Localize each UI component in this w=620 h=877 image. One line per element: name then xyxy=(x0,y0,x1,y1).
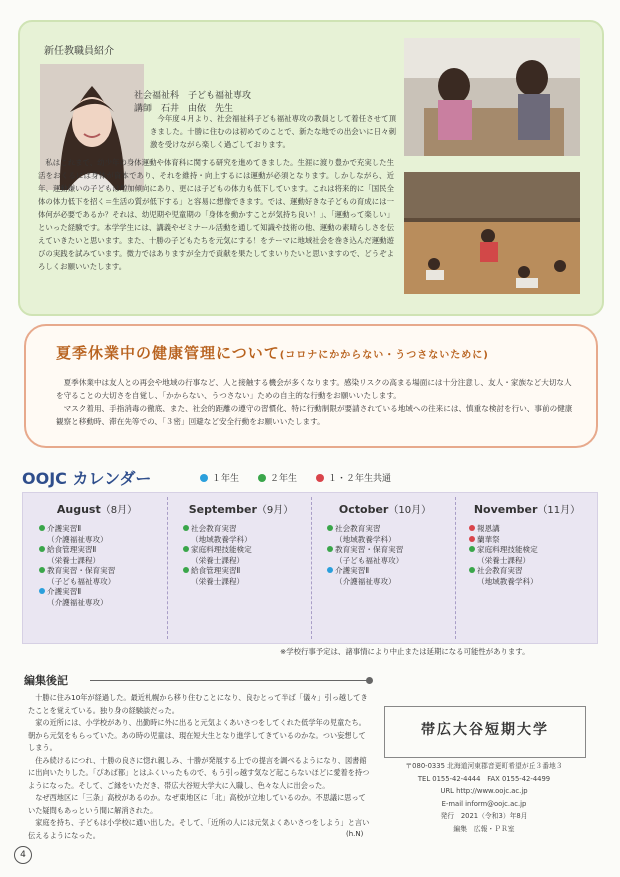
event-text: （子ども福祉専攻） xyxy=(335,555,404,565)
teacher-intro-section xyxy=(18,20,604,316)
calendar-event xyxy=(327,524,455,535)
gym-photo xyxy=(404,172,580,294)
event-text: （栄養士課程） xyxy=(191,576,245,586)
event-text: （介護福祉専攻） xyxy=(335,576,396,586)
month-jp: （9月） xyxy=(256,505,294,516)
editorial-paragraph: 家の近所には、小学校があり、出勤時に外に出ると元気よくあいさつをしてくれた低学年の児童たち。朝から元気をもらっていた。あの時の児童は、現在短大生となり進学してきているのかな。つい妄想してしまう。 xyxy=(28,718,366,752)
event-text: 家庭料理技能検定 xyxy=(191,545,252,554)
month-header xyxy=(457,501,597,516)
calendar-event xyxy=(39,556,167,567)
editorial-paragraph: 住み続けるにつれ、十勝の良さに惚れ親しみ、十勝が発展する上での提言を調べるようになり、図書館に出向いたりした。「ぴあぱ都」とはふくいったもので、もう引っ越す気など起こらないほどに愛着を持つようになった。そして、ご縁をいただき、帯広大谷短大学大に入職し、色々な人に出会った。 xyxy=(28,755,370,790)
legend-item xyxy=(200,471,239,484)
month-september xyxy=(171,493,311,643)
calendar-event xyxy=(327,535,455,546)
editorial-body xyxy=(28,692,372,842)
event-text: 社会教育実習 xyxy=(191,524,237,533)
event-text: （子ども福祉専攻） xyxy=(47,576,116,586)
college-url: URL http://www.oojc.ac.jp xyxy=(440,787,528,795)
event-dot-icon xyxy=(469,546,475,552)
month-name: November xyxy=(473,503,538,516)
section-heading: 新任教職員紹介 xyxy=(44,46,114,57)
calendar-event xyxy=(39,587,167,598)
college-name-box xyxy=(384,706,586,758)
legend-dot-icon xyxy=(200,474,208,482)
calendar-event xyxy=(39,598,167,609)
month-november xyxy=(457,493,597,643)
calendar-event xyxy=(327,545,455,556)
college-phone: TEL 0155-42-4444 FAX 0155-42-4499 xyxy=(417,774,551,783)
event-dot-icon xyxy=(327,525,333,531)
editorial-paragraph: 家庭を持ち、子どもは小学校に通い出した。そして、「近所の人には元気よくあいさつをしよう」と言い伝えるようになった。 xyxy=(28,818,370,840)
event-text: 給食管理実習Ⅱ xyxy=(47,545,97,554)
summer-subtitle: (コロナにかからない・うつさないために) xyxy=(279,350,489,361)
event-list xyxy=(457,524,597,587)
event-text: 教育実習・保育実習 xyxy=(335,545,404,554)
calendar-event xyxy=(183,524,311,535)
teacher-body-top xyxy=(150,112,396,151)
legend-label: ２年生 xyxy=(270,474,298,484)
calendar-title: OOJC カレンダー xyxy=(22,469,152,488)
summer-title-main: 夏季休業中の健康管理について xyxy=(56,344,280,362)
event-dot-icon xyxy=(469,567,475,573)
teacher-name: 講師 石井 由依 先生 xyxy=(134,104,234,114)
calendar-event xyxy=(327,556,455,567)
event-dot-icon xyxy=(183,546,189,552)
event-list xyxy=(315,524,455,587)
event-dot-icon xyxy=(39,546,45,552)
teacher-paragraph: 今年度４月より、社会福祉科子ども福祉専攻の教員として着任させて頂きました。十勝に住むのは初めてのことで、新たな地での出会いに日々刺激を受けながら楽しく過ごしております。 xyxy=(150,114,396,149)
summer-paragraph: 夏季休業中は友人との再会や地域の行事など、人と接触する機会が多くなります。感染リスクの高まる場面には十分注意し、友人・家族など大切な人を守ることの大切さを自覚し、「かからない、うつさない」ための自主的な行動をお願いいたします。 xyxy=(56,378,572,400)
event-dot-icon xyxy=(39,567,45,573)
calendar-event xyxy=(39,535,167,546)
column-divider xyxy=(311,497,312,639)
event-dot-icon xyxy=(327,546,333,552)
event-text: （地域教養学科） xyxy=(191,534,252,544)
event-dot-icon xyxy=(469,536,475,542)
month-jp: （10月） xyxy=(388,505,432,516)
event-text: （栄養士課程） xyxy=(191,555,245,565)
event-text: 報恩講 xyxy=(477,524,500,533)
calendar-event xyxy=(39,545,167,556)
calendar-event xyxy=(183,535,311,546)
calendar-event xyxy=(469,556,597,567)
event-text: 社会教育実習 xyxy=(477,566,523,575)
month-name: September xyxy=(188,503,257,516)
summer-body xyxy=(56,376,576,428)
classroom-photo xyxy=(404,38,580,156)
editorial-title: 編集後記 xyxy=(24,674,68,687)
event-text: 家庭料理技能検定 xyxy=(477,545,538,554)
event-dot-icon xyxy=(183,525,189,531)
college-name: 帯広大谷短期大学 xyxy=(421,722,549,738)
teacher-body xyxy=(38,156,394,273)
legend-item xyxy=(258,471,297,484)
legend-label: １・２年生共通 xyxy=(328,474,392,484)
calendar-event xyxy=(183,577,311,588)
summer-title xyxy=(56,342,489,363)
month-name: August xyxy=(56,503,101,516)
event-dot-icon xyxy=(39,525,45,531)
event-text: （地域教養学科） xyxy=(335,534,396,544)
calendar-event xyxy=(327,566,455,577)
month-jp: （11月） xyxy=(537,505,581,516)
month-header xyxy=(27,501,167,516)
event-text: （栄養士課程） xyxy=(477,555,531,565)
event-dot-icon xyxy=(469,525,475,531)
calendar-event xyxy=(183,566,311,577)
teacher-paragraph: 私はこれまで、幼少年の身体運動や体育科に関する研究を進めてきました。生涯に渡り豊かで充実した生活をおくるには身体が資本であり、それを維持・向上するには運動が必須となります。しかしながら、近年、運動嫌いの子どもは増加傾向にあり、更には子どもの体力も低下しています。これは将来的に「国民全体の体力低下を招く＝生活の質が低下する」と容易に想像できます。では、運動好きな子どもの育成には一体何が必要であるか？それは、幼児期や児童期の「身体を動かすことが気持ち良い！」、「運動って楽しい」といった経験です。本学学生には、講義やゼミナール活動を通して知識や技術の他、運動の素晴らしさを伝えていきたいと思います。また、十勝の子どもたちを元気にする！をテーマに地域社会を巻き込んだ運動遊びの実践を試みています。微力ではありますが全力で貢献を果たしてまいりたいと思いますので、どうぞよろしくお願いいたします。 xyxy=(38,158,394,271)
legend-item xyxy=(316,471,391,484)
calendar-event xyxy=(327,577,455,588)
column-divider xyxy=(455,497,456,639)
calendar-event xyxy=(469,535,597,546)
event-text: （地域教養学科） xyxy=(477,576,538,586)
event-dot-icon xyxy=(327,567,333,573)
month-header xyxy=(315,501,455,516)
month-october xyxy=(315,493,455,643)
college-email: E-mail inform@oojc.ac.jp xyxy=(441,799,527,808)
month-august xyxy=(27,493,167,643)
calendar-event xyxy=(469,577,597,588)
legend-dot-icon xyxy=(258,474,266,482)
calendar-event xyxy=(469,566,597,577)
legend-dot-icon xyxy=(316,474,324,482)
month-header xyxy=(171,501,311,516)
issue-date: 発行 2021（令和3）年8月 xyxy=(440,812,528,820)
calendar-event xyxy=(39,577,167,588)
editorial-paragraph: 十勝に住み10年が経過した。最近札幌から移り住むことになり、良むとって半ば「儀々」引っ越してきたことを覚えている。独り身の経験談だった。 xyxy=(28,693,368,715)
event-text: （介護福祉専攻） xyxy=(47,597,108,607)
editorial-signature: (h.N) xyxy=(346,830,364,838)
column-divider xyxy=(167,497,168,639)
event-text: 社会教育実習 xyxy=(335,524,381,533)
event-dot-icon xyxy=(183,567,189,573)
calendar-event xyxy=(39,524,167,535)
event-text: 教育実習・保育実習 xyxy=(47,566,116,575)
calendar-event xyxy=(469,545,597,556)
editor: 編集 広報・ＰＲ室 xyxy=(453,824,515,833)
event-text: （栄養士課程） xyxy=(47,555,101,565)
calendar-grid xyxy=(22,492,598,644)
page-number: 4 xyxy=(14,846,32,864)
summer-paragraph: マスク着用、手指消毒の徹底、また、社会的距離の遵守の習慣化、特に行動制限が要請されている地域への往来には、慎重な検討を行い、事前の健康観察と移動時、滞在先等での、「３密」回避など安全行動をお願いいたします。 xyxy=(56,404,573,426)
legend-label: １年生 xyxy=(212,474,240,484)
calendar-event xyxy=(39,566,167,577)
event-text: （介護福祉専攻） xyxy=(47,534,108,544)
event-text: 介護実習Ⅱ xyxy=(47,587,82,596)
divider xyxy=(90,680,370,681)
college-address: 〒080-0335 北海道河東郡音更町希望が丘３番地３ xyxy=(405,762,563,770)
event-text: 介護実習Ⅱ xyxy=(47,524,82,533)
editorial-paragraph: なぜ西地区に「三条」高校があるのか。なぜ東地区に「北」高校が立地しているのか。不思議に思っていた疑問もあっという間に解消された。 xyxy=(28,793,366,815)
month-jp: （8月） xyxy=(100,505,138,516)
month-name: October xyxy=(338,503,389,516)
college-info xyxy=(384,760,584,835)
divider-dot-icon xyxy=(366,677,373,684)
calendar-event xyxy=(469,524,597,535)
summer-health-box xyxy=(24,324,598,448)
event-text: 介護実習Ⅱ xyxy=(335,566,370,575)
teacher-department: 社会福祉科 子ども福祉専攻 xyxy=(134,91,252,101)
event-list xyxy=(171,524,311,587)
event-list xyxy=(27,524,167,608)
calendar-event xyxy=(183,545,311,556)
event-dot-icon xyxy=(39,588,45,594)
event-text: 給食管理実習Ⅱ xyxy=(191,566,241,575)
event-text: 蘭華祭 xyxy=(477,534,500,544)
calendar-note: ※学校行事予定は、諸事情により中止または延期になる可能性があります。 xyxy=(280,647,530,656)
calendar-event xyxy=(183,556,311,567)
